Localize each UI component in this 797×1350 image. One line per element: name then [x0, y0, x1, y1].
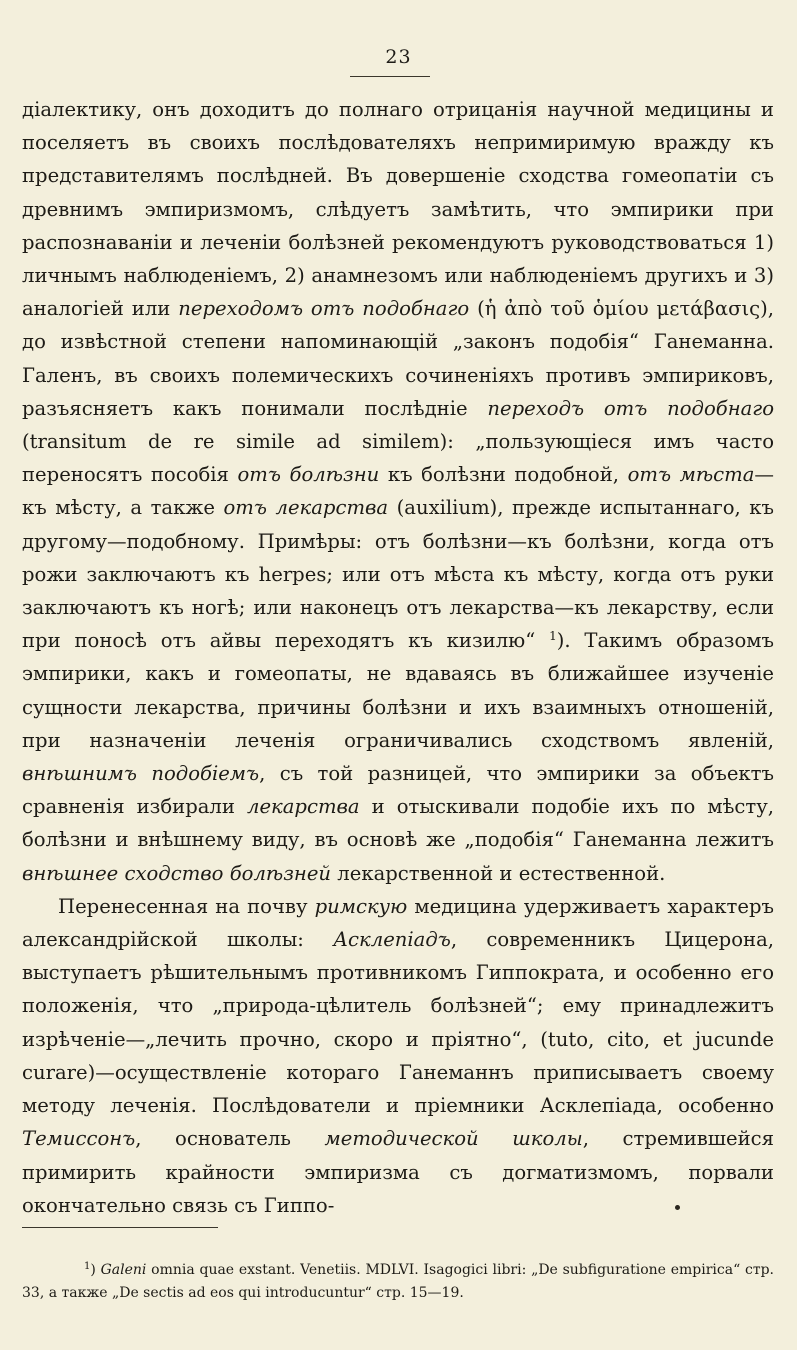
- paragraph-2-text-run: медицина удерживаетъ характеръ александрійской школы:: [22, 894, 774, 952]
- paragraph-1-footnote-ref: 1: [549, 629, 557, 644]
- body-text: [22, 93, 774, 1222]
- paragraph-1-text-run: (transitum de re simile ad similem): „пользующіеся имъ часто переносятъ пособія: [22, 430, 774, 487]
- footnote-1: [22, 1259, 774, 1305]
- paragraph-1-text-run: (auxilium), прежде испытаннаго, къ другому—подобному. Примѣры: отъ болѣзни—къ болѣзни, когда отъ рожи заключаютъ къ herpes; или отъ мѣста къ мѣсту, когда отъ руки заключаютъ къ ногѣ; или наконецъ отъ лекарства—къ лекарству, если при поносѣ отъ айвы переходятъ къ кизилю“: [22, 496, 774, 653]
- paragraph-1-text-run: къ болѣзни подобной,: [379, 463, 628, 487]
- paragraph-1-emphasis: переходомъ отъ подобнаго: [178, 297, 470, 321]
- page-number: 23: [385, 46, 412, 68]
- paragraph-1-emphasis: переходъ отъ подобнаго: [487, 396, 774, 420]
- paragraph-1: [22, 93, 774, 890]
- paragraph-1-text-run: ). Такимъ образомъ эмпирики, какъ и гомеопаты, не вдаваясь въ ближайшее изученіе сущности лекарства, причины болѣзни и ихъ взаимныхъ отношеній, при назначеніи леченія ограничивались сходствомъ явленій,: [22, 629, 774, 752]
- paragraph-1-emphasis: лекарства: [246, 795, 360, 819]
- paragraph-1-emphasis: внѣшнимъ подобіемъ: [22, 762, 260, 786]
- footnote-separator: [22, 1227, 218, 1228]
- footnote: [22, 1259, 774, 1305]
- paragraph-1-emphasis: внѣшнее сходство болѣзней: [22, 861, 332, 885]
- paragraph-1-emphasis: отъ болѣзни: [237, 463, 380, 487]
- paragraph-2-text-run: , современникъ Цицерона, выступаетъ рѣшительнымъ противникомъ Гиппократа, и особенно его положенія, что „природа-цѣлитель болѣзней“; ему принадлежитъ изрѣченіе—„лечить прочно, скоро и пріятно“, (tuto, cito, et jucunde curare)—осуществленіе котораго Ганеманнъ приписываетъ своему методу леченія. Послѣдователи и пріемники Асклепіада, особенно: [22, 928, 774, 1118]
- footnote-text-run: omnia quae exstant. Venetiis. MDLVI. Isagogici libri: „De subfiguratione empirica“ стр. 33, а также „De sectis ad eos qui introducuntur“ стр. 15—19.: [22, 1262, 774, 1301]
- paragraph-1-emphasis: отъ лекарства: [223, 496, 389, 520]
- footnote-footnote-ref: 1: [84, 1261, 91, 1272]
- paragraph-1-text-run: и отыскивали подобіе ихъ по мѣсту, болѣзни и внѣшнему виду, въ основѣ же „подобія“ Ганеманна лежитъ: [22, 795, 774, 852]
- paragraph-1-text-run: , съ той разницей, что эмпирики за объектъ сравненія избирали: [22, 762, 774, 819]
- footnote-text-run: ): [90, 1262, 101, 1278]
- paragraph-2-text-run: , стремившейся примирить крайности эмпиризма съ догматизмомъ, порвали окончательно связь съ Гиппо-: [22, 1127, 775, 1217]
- paragraph-1-text-run: діалектику, онъ доходитъ до полнаго отрицанія научной медицины и поселяетъ въ своихъ послѣдователяхъ непримиримую вражду къ представителямъ послѣдней. Въ довершеніе сходства гомеопатіи съ древнимъ эмпиризмомъ, слѣдуетъ замѣтить, что эмпирики при распознаваніи и леченіи болѣзней рекомендуютъ руководствоваться 1) личнымъ наблюденіемъ, 2) анамнезомъ или наблюденіемъ другихъ и 3) аналогіей или: [22, 98, 774, 321]
- paragraph-1-text-run: (ἡ ἀπὸ τοῦ ὁμίου μετάβασις), до извѣстной степени напоминающій „законъ подобія“ Ганеманна. Галенъ, въ своихъ полемическихъ сочиненіяхъ противъ эмпириковъ, разъясняетъ какъ понимали послѣдніе: [22, 297, 774, 420]
- paragraph-2: [22, 890, 774, 1222]
- paragraph-2-emphasis: Темиссонъ: [22, 1127, 136, 1151]
- paragraph-1-emphasis: отъ мѣста: [627, 463, 755, 487]
- paragraph-2-text-run: , основатель: [135, 1127, 325, 1151]
- paragraph-1-text-run: лекарственной и естественной.: [331, 861, 666, 885]
- ink-dot: [675, 1205, 680, 1210]
- paragraph-2-text-run: Перенесенная на почву: [58, 894, 315, 918]
- paragraph-1-text-run: —къ мѣсту, а также: [22, 463, 774, 520]
- paragraph-2-emphasis: методической школы: [324, 1127, 583, 1151]
- footnote-emphasis: Galeni: [100, 1262, 147, 1278]
- page-number-underline: [350, 76, 430, 77]
- paragraph-2-emphasis: римскую: [314, 894, 408, 918]
- paragraph-2-emphasis: Асклепіадъ: [333, 928, 451, 952]
